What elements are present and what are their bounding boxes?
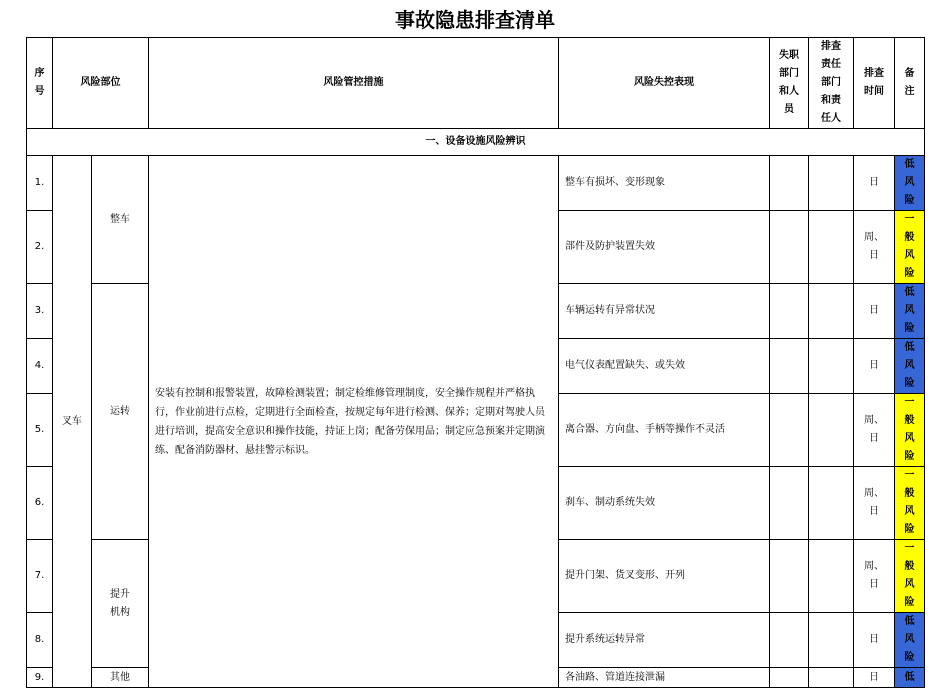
dept-cell (770, 211, 809, 284)
dept-cell (770, 540, 809, 613)
responsible-cell (809, 668, 854, 688)
dept-cell (770, 467, 809, 540)
header-phenomenon: 风险失控表现 (559, 38, 770, 129)
phenomenon-cell: 电气仪表配置缺失、或失效 (559, 339, 770, 394)
header-responsible: 排查责任部门和责任人 (809, 38, 854, 129)
section-row (27, 129, 925, 156)
risk-level-cell: 低风险 (895, 339, 925, 394)
dept-cell (770, 156, 809, 211)
header-location: 风险部位 (53, 38, 149, 129)
responsible-cell (809, 339, 854, 394)
row-number: 7. (27, 540, 53, 613)
phenomenon-cell: 整车有损坏、变形现象 (559, 156, 770, 211)
risk-level-cell: 低风险 (895, 156, 925, 211)
time-cell: 周、日 (854, 467, 895, 540)
phenomenon-cell: 车辆运转有异常状况 (559, 284, 770, 339)
phenomenon-cell: 各油路、管道连接泄漏 (559, 668, 770, 688)
phenomenon-cell: 提升门架、货叉变形、开列 (559, 540, 770, 613)
header-measures: 风险管控措施 (149, 38, 559, 129)
row-number: 3. (27, 284, 53, 339)
risk-level-cell: 一般风险 (895, 467, 925, 540)
phenomenon-cell: 刹车、制动系统失效 (559, 467, 770, 540)
dept-cell (770, 394, 809, 467)
row-number: 1. (27, 156, 53, 211)
section-title: 一、设备设施风险辨识 (27, 129, 925, 156)
time-cell: 日 (854, 339, 895, 394)
time-cell: 日 (854, 156, 895, 211)
dept-cell (770, 339, 809, 394)
risk-level-cell: 一般风险 (895, 540, 925, 613)
responsible-cell (809, 467, 854, 540)
control-measures-cell: 安装有控制和报警装置，故障检测装置；制定检维修管理制度，安全操作规程并严格执行，作业前进行点检，定期进行全面检查，按规定每年进行检测、保养；定期对驾驶人员进行培训，提高安全意识和操作技能，持证上岗；配备劳保用品；制定应急预案并定期演练、配备消防器材、悬挂警示标识。 (149, 156, 559, 688)
phenomenon-cell: 部件及防护装置失效 (559, 211, 770, 284)
time-cell: 周、日 (854, 211, 895, 284)
header-remark: 备注 (895, 38, 925, 129)
risk-level-cell: 低风险 (895, 613, 925, 668)
responsible-cell (809, 394, 854, 467)
row-number: 6. (27, 467, 53, 540)
phenomenon-cell: 离合器、方向盘、手柄等操作不灵活 (559, 394, 770, 467)
dept-cell (770, 284, 809, 339)
risk-level-cell: 低 (895, 668, 925, 688)
table-header-row (27, 38, 925, 129)
hazard-checklist-table (26, 37, 925, 688)
part-cell: 其他 (92, 668, 149, 688)
row-number: 4. (27, 339, 53, 394)
dept-cell (770, 668, 809, 688)
responsible-cell (809, 156, 854, 211)
risk-level-cell: 低风险 (895, 284, 925, 339)
time-cell: 日 (854, 613, 895, 668)
time-cell: 日 (854, 668, 895, 688)
part-cell: 运转 (92, 284, 149, 540)
part-cell: 提升机构 (92, 540, 149, 668)
row-number: 8. (27, 613, 53, 668)
equipment-cell: 叉车 (53, 156, 92, 688)
risk-level-cell: 一般风险 (895, 394, 925, 467)
row-number: 2. (27, 211, 53, 284)
dept-cell (770, 613, 809, 668)
header-dept: 失职部门和人员 (770, 38, 809, 129)
time-cell: 周、日 (854, 540, 895, 613)
responsible-cell (809, 613, 854, 668)
responsible-cell (809, 211, 854, 284)
table-row (27, 156, 925, 211)
risk-level-cell: 一般风险 (895, 211, 925, 284)
phenomenon-cell: 提升系统运转异常 (559, 613, 770, 668)
part-cell: 整车 (92, 156, 149, 284)
row-number: 5. (27, 394, 53, 467)
header-seq: 序号 (27, 38, 53, 129)
header-time: 排查时间 (854, 38, 895, 129)
time-cell: 日 (854, 284, 895, 339)
page-title: 事故隐患排查清单 (395, 8, 555, 32)
row-number: 9. (27, 668, 53, 688)
time-cell: 周、日 (854, 394, 895, 467)
responsible-cell (809, 540, 854, 613)
responsible-cell (809, 284, 854, 339)
